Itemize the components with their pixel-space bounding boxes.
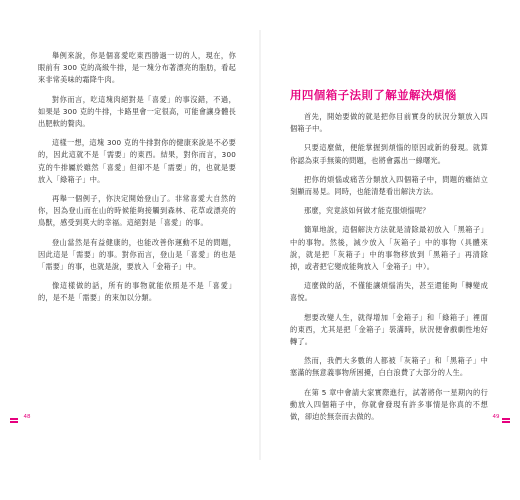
left-paragraph-5: 登山當然是有益健康的，也能改善你運動不足的問題，因此這是「需要」的事。對你而言，登山是「喜愛」的也是「需要」的事，也就是說，要放入「金箱子」中。 — [38, 237, 236, 272]
left-paragraph-4: 再舉一個例子，你決定開始登山了。非常喜愛大自然的你，因為登山而在山的時候能夠接觸到森林、花草或漂亮的鳥獸，感受到莫大的幸福。這絕對是「喜愛」的事。 — [38, 194, 236, 228]
right-paragraph-5: 簡單地說，這個解決方法就是清除最初放入「黑箱子」中的事物。然後，減少放入「灰箱子」中的事物（具體來說，就是把「灰箱子」中的事物移放到「黑箱子」再清除掉，或者把它變成能夠放入「金箱子」中）。 — [290, 225, 488, 272]
right-page-number: 49 — [492, 414, 500, 420]
left-edge-mark — [10, 421, 18, 423]
right-paragraph-4: 那麼，究竟該如何做才能克服煩惱呢？ — [304, 206, 430, 216]
left-paragraph-3: 這樣一想，這塊 300 克的牛排對你的健康來說是不必要的，因此這就不是「需要」的東西。結果，對你而言，300 克的牛排屬於雖然「喜愛」但卻不是「需要」的，也就是要放入「綠箱子」中。 — [38, 138, 236, 184]
right-paragraph-8: 然而，我們大多數的人都被「灰箱子」和「黑箱子」中塞滿的無意義事物所困擾，白白浪費了大部分的人生。 — [290, 356, 488, 378]
right-page — [290, 50, 488, 420]
right-edge-mark — [502, 418, 510, 420]
right-paragraph-2: 只要這麼做，便能掌握到煩惱的原因或新的發現。就算你認為束手無策的問題，也將會露出一線曙光。 — [290, 143, 488, 165]
right-paragraph-7: 想要改變人生，就得增加「金箱子」和「綠箱子」裡面的東西，尤其是把「金箱子」裝滿時，狀況便會戲劇性地好轉了。 — [290, 312, 488, 347]
left-page — [38, 50, 236, 420]
left-page-number: 48 — [23, 414, 31, 420]
right-paragraph-9: 在第 5 章中會請大家實際進行，試著將你一星期內的行動放入四個箱子中，你就會發現有許多事情是你真的不想做，卻迫於無奈而去做的。 — [290, 387, 488, 422]
left-paragraph-1: 舉例來說，你是個喜愛吃東西勝過一切的人，現在，你眼前有 300 克的高級牛排，是一塊分布著漂亮的脂肪，看起來非常美味的霜降牛肉。 — [38, 51, 236, 85]
book-gutter — [259, 30, 261, 460]
section-heading: 用四個箱子法則了解並解決煩惱 — [290, 88, 457, 102]
right-paragraph-1: 首先，開始要做的就是把你目前實身的狀況分類放入四個箱子中。 — [290, 112, 488, 134]
left-paragraph-2: 對你而言，吃這塊肉絕對是「喜愛」的事沒錯，不過，如果是 300 克的牛排，卡路里會一定很高，可能會讓身體長出肥軟的贅肉。 — [38, 94, 236, 129]
right-paragraph-6: 這麼做的話，不僅能讓煩惱消失，甚至還能夠「轉變成喜悅。 — [290, 281, 488, 303]
left-paragraph-6: 像這樣做的話，所有的事物就能依照是不是「喜愛」的，是不是「需要」的來加以分類。 — [38, 281, 236, 303]
right-paragraph-3: 把你的煩惱或痛苦分類放入四個箱子中，問題的癥結立刻顯而易見。同時，也能清楚看出解決方法。 — [290, 174, 488, 197]
right-edge-mark — [502, 421, 510, 423]
left-edge-mark — [10, 418, 18, 420]
